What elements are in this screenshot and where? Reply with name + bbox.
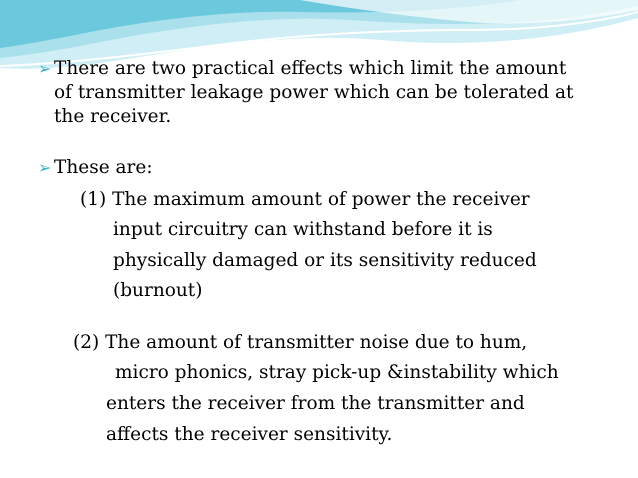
item-1-line-4: (burnout) — [113, 280, 203, 301]
bullet-1-line-1 — [38, 57, 566, 81]
item-2-line-4: affects the receiver sensitivity. — [106, 424, 393, 445]
bullet-1-line-3: the receiver. — [54, 106, 172, 127]
arrow-bullet-icon: ➢ — [38, 59, 52, 78]
item-1-line-1: (1) The maximum amount of power the receiver — [80, 189, 530, 210]
bullet-2-line — [38, 156, 153, 180]
bullet-1-line-2: of transmitter leakage power which can be tolerated at — [54, 82, 574, 103]
item-1-line-2: input circuitry can withstand before it is — [113, 219, 493, 240]
item-2-line-2: micro phonics, stray pick-up &instability which — [115, 362, 559, 383]
bullet-1-text-1: There are two practical effects which limit the amount — [54, 58, 567, 79]
arrow-bullet-icon: ➢ — [38, 158, 52, 177]
item-1-line-3: physically damaged or its sensitivity reduced — [113, 250, 537, 271]
bullet-2-label: These are: — [54, 157, 153, 178]
item-2-line-3: enters the receiver from the transmitter and — [106, 393, 525, 414]
item-2-line-1: (2) The amount of transmitter noise due to hum, — [73, 332, 528, 353]
